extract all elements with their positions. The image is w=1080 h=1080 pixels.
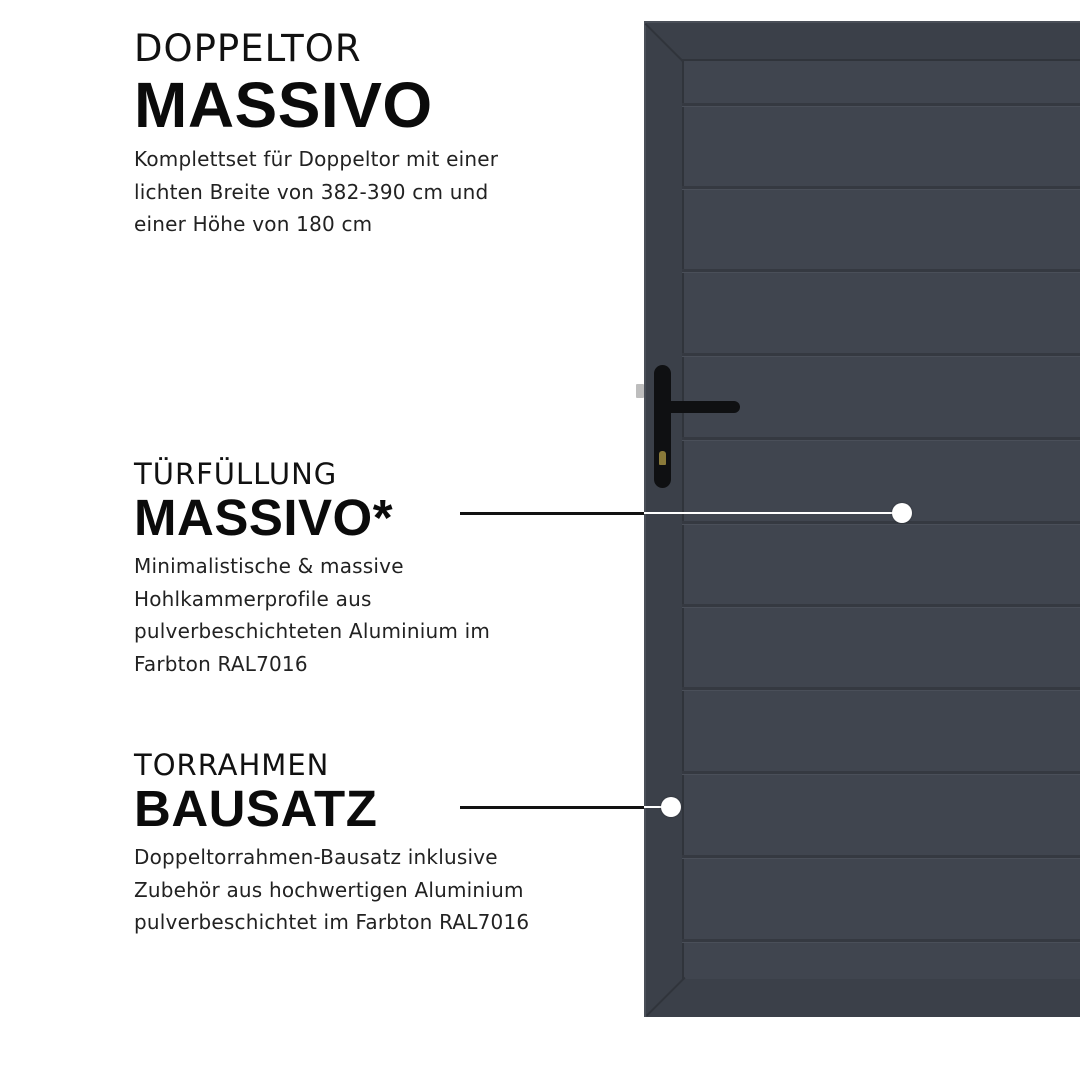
frame-description: Doppeltorrahmen-Bausatz inklusive Zubehör aus hochwertigen Aluminium pulverbeschichtet im Farbton RAL7016 [134, 845, 530, 934]
infill-label: TÜRFÜLLUNG [134, 457, 338, 491]
frame-label: TORRAHMEN [134, 748, 330, 782]
frame-name: BAUSATZ [134, 780, 378, 837]
product-description: Komplettset für Doppeltor mit einer lichten Breite von 382-390 cm und einer Höhe von 180 cm [134, 147, 499, 236]
product-name: MASSIVO [134, 69, 433, 141]
callout-dot-infill [892, 503, 912, 523]
infill-name: MASSIVO* [134, 489, 394, 546]
slat-divider [682, 521, 1080, 525]
slat-divider [682, 103, 1080, 107]
slat-divider [682, 269, 1080, 273]
slat-divider [682, 771, 1080, 775]
slat-divider [682, 855, 1080, 859]
latch-bolt [636, 384, 644, 398]
slat-divider [682, 186, 1080, 190]
infill-feature-block [134, 457, 614, 680]
keyhole-icon [659, 451, 666, 465]
frame-feature-block [134, 748, 614, 939]
product-category: DOPPELTOR [134, 27, 362, 70]
callout-dot-frame [661, 797, 681, 817]
callout-line-infill-on-gate [644, 512, 902, 514]
slat-divider [682, 687, 1080, 691]
gate-image [644, 21, 1080, 1017]
door-handle-icon [654, 365, 671, 488]
slat-divider [682, 939, 1080, 943]
handle-lever [658, 401, 740, 413]
slat-divider [682, 437, 1080, 441]
product-title-block [134, 27, 614, 241]
slat-divider [682, 353, 1080, 357]
slat-divider [682, 604, 1080, 608]
infill-description: Minimalistische & massive Hohlkammerprofile aus pulverbeschichteten Aluminium im Farbton RAL7016 [134, 554, 491, 676]
gate-infill-panel [682, 59, 1080, 979]
